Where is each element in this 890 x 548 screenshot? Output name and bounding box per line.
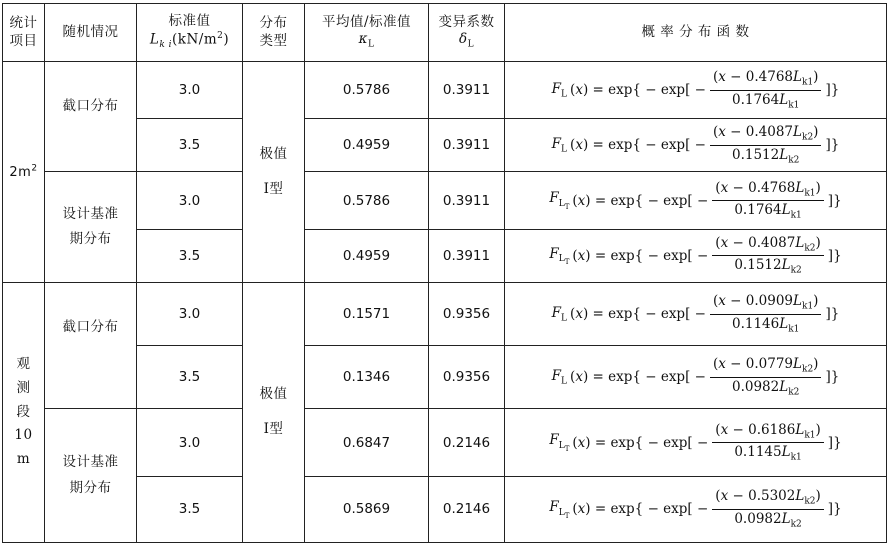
- header-dist-type: [243, 4, 305, 62]
- function-fraction: [710, 69, 822, 111]
- function-symbol: $F_L$: [551, 367, 568, 387]
- shift-coefficient: 0.4768: [745, 69, 794, 86]
- scale-coefficient: 0.1764: [732, 91, 780, 108]
- load-symbol: $L_{k2}$: [781, 257, 802, 276]
- function-fraction: [712, 422, 824, 464]
- mean-ratio-cell: 0.4959: [305, 229, 429, 282]
- dist-type-line: 极值: [259, 145, 288, 162]
- table-body: [3, 62, 887, 543]
- prob-function-cell: [505, 346, 887, 409]
- header-mean-ratio-line2: $\kappa_L$: [358, 31, 375, 50]
- fraction-denominator: [732, 315, 799, 335]
- function-close: ]}: [827, 501, 842, 518]
- load-symbol: $L_{k1}$: [793, 293, 814, 312]
- function-symbol: $F_L$: [551, 80, 568, 100]
- load-symbol: $L_{k1}$: [781, 202, 802, 221]
- fraction-numerator: $(x - 0.0779L_{k2})$: [710, 356, 822, 377]
- table-row: [3, 409, 887, 476]
- mean-ratio-cell: 0.1346: [305, 346, 429, 409]
- function-close: ]}: [825, 82, 840, 99]
- load-symbol: $L_{k1}$: [779, 315, 800, 335]
- prob-function: [549, 235, 841, 277]
- standard-value-cell: 3.0: [137, 62, 243, 119]
- header-cv: [429, 4, 505, 62]
- cv-cell: 0.3911: [429, 62, 505, 119]
- scale-coefficient: 0.1145: [734, 444, 782, 461]
- mean-ratio-cell: 0.5869: [305, 476, 429, 542]
- prob-function-cell: [505, 229, 887, 282]
- shift-coefficient: 0.4087: [745, 124, 794, 141]
- table-row: [3, 62, 887, 119]
- function-body: (x) = exp{ − exp[ −: [570, 369, 706, 386]
- stat-item-label: $2m^2$: [9, 163, 38, 181]
- load-symbol: $L_{k2}$: [795, 488, 816, 508]
- header-cv-line1: 变异系数: [438, 13, 495, 30]
- prob-function: [549, 180, 841, 222]
- mean-ratio-cell: 0.5786: [305, 172, 429, 229]
- probability-distribution-table: [2, 3, 887, 543]
- fraction-denominator: [734, 256, 801, 276]
- prob-function-cell: [505, 119, 887, 172]
- prob-function-cell: [505, 476, 887, 542]
- prob-function-cell: [505, 282, 887, 345]
- stat-item-char: 测: [16, 380, 31, 397]
- mean-ratio-cell: 0.4959: [305, 119, 429, 172]
- random-case-cell: [45, 409, 137, 543]
- function-body: (x) = exp{ − exp[ −: [570, 82, 706, 99]
- fraction-denominator: [732, 378, 799, 398]
- scale-coefficient: 0.0982: [732, 378, 780, 395]
- function-body: (x) = exp{ − exp[ −: [570, 306, 706, 323]
- load-symbol: $L_{k2}$: [781, 510, 802, 530]
- cv-cell: 0.3911: [429, 172, 505, 229]
- function-symbol: $F_L$: [551, 136, 568, 155]
- random-case-line: 设计基准: [62, 454, 119, 471]
- function-symbol: $F_{L_T}$: [549, 499, 570, 520]
- fraction-denominator: [732, 146, 799, 166]
- fraction-numerator: $(x - 0.4087L_{k2})$: [712, 235, 824, 256]
- stat-item-cell: [3, 62, 45, 283]
- fraction-numerator: $(x - 0.4768L_{k1})$: [710, 69, 822, 90]
- scale-coefficient: 0.1146: [732, 315, 780, 332]
- load-symbol: $L_{k2}$: [793, 356, 814, 375]
- cv-cell: 0.9356: [429, 346, 505, 409]
- fraction-denominator: [732, 91, 799, 111]
- random-case-cell: [45, 172, 137, 282]
- random-case-line: 截口分布: [62, 98, 119, 114]
- function-symbol: $F_L$: [551, 304, 568, 324]
- fraction-numerator: $(x - 0.5302L_{k2})$: [712, 488, 824, 509]
- dist-type-cell: [243, 62, 305, 283]
- header-stat-item-line2: 项目: [9, 32, 38, 49]
- header-dist-type-line2: 类型: [259, 32, 288, 49]
- standard-value-cell: 3.5: [137, 476, 243, 542]
- header-cv-line2: $\delta_L$: [458, 31, 475, 50]
- header-prob-function: 概 率 分 布 函 数: [505, 4, 887, 62]
- dist-type-line: Ⅰ型: [263, 421, 284, 438]
- function-fraction: [710, 356, 822, 398]
- header-mean-ratio: [305, 4, 429, 62]
- header-stat-item: [3, 4, 45, 62]
- mean-ratio-cell: 0.1571: [305, 282, 429, 345]
- function-close: ]}: [827, 434, 842, 451]
- load-symbol: $L_{k1}$: [779, 91, 800, 111]
- random-case-line: 期分布: [69, 479, 112, 496]
- header-standard-value-line1: 标准值: [168, 13, 211, 30]
- header-random-case: 随机情况: [45, 4, 137, 62]
- random-case-line: 设计基准: [62, 205, 119, 222]
- function-fraction: [712, 180, 824, 222]
- header-standard-value-line2: $L_{k i}(kN/m^2)$: [149, 30, 230, 51]
- standard-value-cell: 3.5: [137, 119, 243, 172]
- function-close: ]}: [827, 192, 842, 209]
- table-row: [3, 282, 887, 345]
- mean-ratio-cell: 0.5786: [305, 62, 429, 119]
- function-body: (x) = exp{ − exp[ −: [572, 501, 709, 518]
- prob-function: [552, 69, 840, 111]
- prob-function-cell: [505, 62, 887, 119]
- dist-type-line: 极值: [259, 386, 288, 403]
- prob-function: [549, 422, 841, 464]
- scale-coefficient: 0.1512: [734, 257, 782, 274]
- function-close: ]}: [825, 137, 840, 154]
- stat-item-char: 段: [16, 403, 31, 420]
- stat-item-cell: [3, 282, 45, 542]
- shift-coefficient: 0.5302: [748, 488, 796, 505]
- fraction-numerator: $(x - 0.4087L_{k2})$: [710, 124, 822, 145]
- standard-value-cell: 3.0: [137, 282, 243, 345]
- stat-item-char: m: [16, 450, 31, 467]
- prob-function: [549, 488, 841, 530]
- shift-coefficient: 0.4087: [748, 234, 796, 251]
- load-symbol: $L_{k2}$: [793, 124, 814, 144]
- header-stat-item-line1: 统计: [9, 14, 38, 31]
- cv-cell: 0.3911: [429, 229, 505, 282]
- shift-coefficient: 0.0779: [745, 356, 794, 373]
- random-case-cell: [45, 62, 137, 172]
- prob-function: [552, 356, 840, 398]
- cv-cell: 0.2146: [429, 409, 505, 476]
- function-close: ]}: [825, 306, 840, 323]
- fraction-denominator: [734, 510, 801, 530]
- prob-function-cell: [505, 409, 887, 476]
- load-symbol: $L_{k2}$: [779, 146, 800, 166]
- standard-value-cell: 3.0: [137, 409, 243, 476]
- scale-coefficient: 0.1512: [732, 146, 780, 163]
- shift-coefficient: 0.4768: [748, 179, 796, 196]
- mean-ratio-cell: 0.6847: [305, 409, 429, 476]
- fraction-denominator: [734, 443, 801, 463]
- prob-function-cell: [505, 172, 887, 229]
- load-symbol: $L_{k1}$: [781, 444, 802, 463]
- prob-function: [552, 293, 840, 335]
- load-symbol: $L_{k2}$: [795, 234, 816, 254]
- function-close: ]}: [825, 369, 840, 386]
- load-symbol: $L_{k1}$: [793, 69, 814, 88]
- stat-item-char: 观: [16, 356, 31, 373]
- header-mean-ratio-line1: 平均值/标准值: [321, 13, 412, 30]
- load-symbol: $L_{k1}$: [795, 179, 816, 199]
- dist-type-line: Ⅰ型: [263, 180, 284, 197]
- random-case-line: 期分布: [69, 231, 112, 248]
- dist-type-cell: [243, 282, 305, 542]
- function-body: (x) = exp{ − exp[ −: [570, 137, 706, 154]
- function-fraction: [712, 235, 824, 277]
- fraction-numerator: $(x - 0.4768L_{k1})$: [712, 180, 824, 201]
- random-case-cell: [45, 282, 137, 409]
- prob-function: [552, 124, 840, 166]
- function-fraction: [710, 124, 822, 166]
- load-symbol: $L_{k2}$: [779, 378, 800, 398]
- scale-coefficient: 0.0982: [734, 510, 782, 527]
- standard-value-cell: 3.5: [137, 229, 243, 282]
- function-fraction: [710, 293, 822, 335]
- fraction-numerator: $(x - 0.6186L_{k1})$: [712, 422, 824, 443]
- cv-cell: 0.2146: [429, 476, 505, 542]
- fraction-denominator: [734, 201, 801, 221]
- shift-coefficient: 0.0909: [745, 293, 794, 310]
- header-standard-value: [137, 4, 243, 62]
- shift-coefficient: 0.6186: [748, 421, 796, 438]
- function-symbol: $F_{L_T}$: [549, 190, 570, 211]
- random-case-line: 截口分布: [62, 318, 119, 335]
- function-close: ]}: [827, 247, 842, 264]
- header-row: [3, 4, 887, 62]
- stat-item-char: 10: [14, 427, 33, 444]
- table-row: [3, 172, 887, 229]
- function-symbol: $F_{L_T}$: [549, 245, 570, 267]
- load-symbol: $L_{k1}$: [795, 421, 816, 441]
- scale-coefficient: 0.1764: [734, 202, 782, 219]
- function-body: (x) = exp{ − exp[ −: [572, 247, 709, 264]
- cv-cell: 0.9356: [429, 282, 505, 345]
- fraction-numerator: $(x - 0.0909L_{k1})$: [710, 293, 822, 314]
- function-body: (x) = exp{ − exp[ −: [572, 192, 709, 209]
- cv-cell: 0.3911: [429, 119, 505, 172]
- function-fraction: [712, 488, 824, 530]
- function-body: (x) = exp{ − exp[ −: [572, 434, 709, 451]
- header-dist-type-line1: 分布: [259, 14, 288, 31]
- function-symbol: $F_{L_T}$: [549, 432, 570, 453]
- standard-value-cell: 3.0: [137, 172, 243, 229]
- standard-value-cell: 3.5: [137, 346, 243, 409]
